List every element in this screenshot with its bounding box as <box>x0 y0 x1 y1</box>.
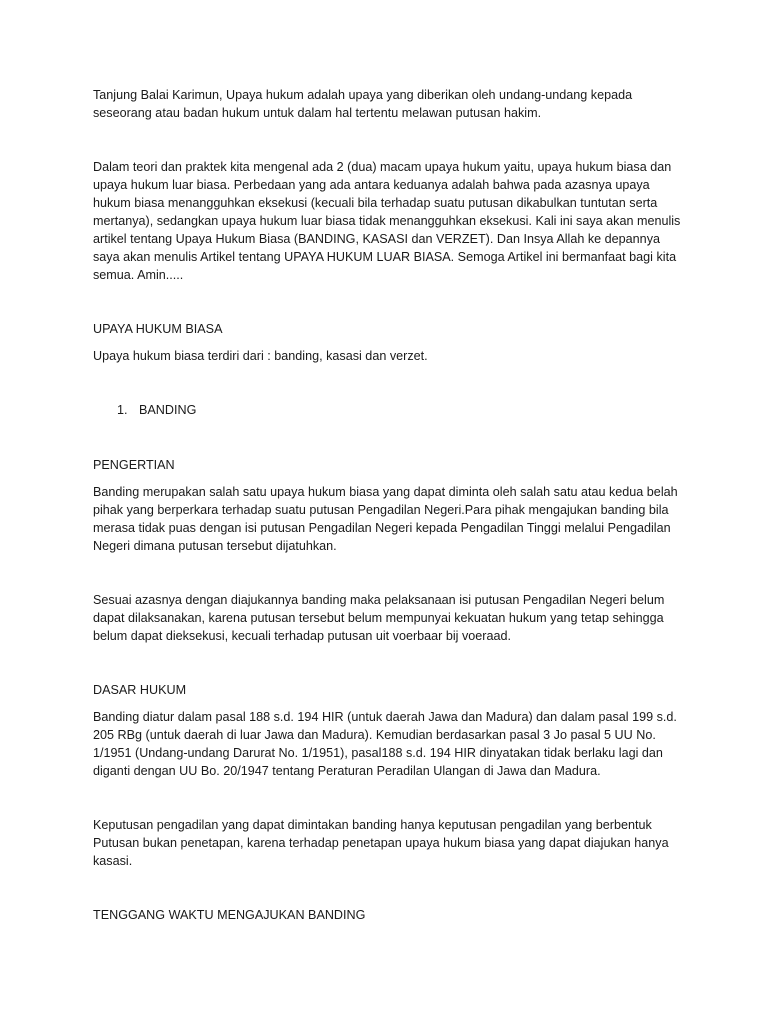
heading-pengertian: PENGERTIAN <box>93 458 175 472</box>
paragraph-dasar-hukum: Banding diatur dalam pasal 188 s.d. 194 HIR (untuk daerah Jawa dan Madura) dan dalam pasal 199 s.d. 205 RBg (untuk daerah di luar Jawa dan Madura). Kemudian berdasarkan pasal 3 Jo pasal 5 UU No. 1/1951 (Undang-undang Darurat No. 1/1951), pasal188 s.d. 194 HIR dinyatakan tidak berlaku lagi dan diganti dengan UU Bo. 20/1947 tentang Peraturan Peradilan Ulangan di Jawa dan Madura. <box>93 710 677 778</box>
list-label: BANDING <box>139 403 197 417</box>
paragraph-teori: Dalam teori dan praktek kita mengenal ada 2 (dua) macam upaya hukum yaitu, upaya hukum biasa dan upaya hukum luar biasa. Perbedaan yang ada antara keduanya adalah bahwa pada azasnya upaya hukum biasa menangguhkan eksekusi (kecuali bila terhadap suatu putusan dikabulkan tuntutan serta mertanya), sedangkan upaya hukum luar biasa tidak menangguhkan eksekusi. Kali ini saya akan menulis artikel tentang Upaya Hukum Biasa (BANDING, KASASI dan VERZET). Dan Insya Allah ke depannya saya akan menulis Artikel tentang UPAYA HUKUM LUAR BIASA. Semoga Artikel ini bermanfaat bagi kita semua. Amin..... <box>93 160 681 282</box>
list-number: 1. <box>117 403 128 417</box>
paragraph-upaya-biasa-terdiri: Upaya hukum biasa terdiri dari : banding, kasasi dan verzet. <box>93 349 428 363</box>
paragraph-intro: Tanjung Balai Karimun, Upaya hukum adalah upaya yang diberikan oleh undang-undang kepada seseorang atau badan hukum untuk dalam hal tertentu melawan putusan hakim. <box>93 88 633 120</box>
heading-dasar-hukum: DASAR HUKUM <box>93 683 187 697</box>
list-item-banding <box>117 401 196 419</box>
paragraph-banding-pengertian: Banding merupakan salah satu upaya hukum biasa yang dapat diminta oleh salah satu atau kedua belah pihak yang berperkara terhadap suatu putusan Pengadilan Negeri.Para pihak mengajukan banding bila merasa tidak puas dengan isi putusan Pengadilan Negeri kepada Pengadilan Tinggi melalui Pengadilan Negeri dimana putusan tersebut dijatuhkan. <box>93 485 678 553</box>
paragraph-keputusan: Keputusan pengadilan yang dapat dimintakan banding hanya keputusan pengadilan yang berbentuk Putusan bukan penetapan, karena terhadap penetapan upaya hukum biasa yang dapat diajukan hanya kasasi. <box>93 818 669 868</box>
heading-upaya-hukum-biasa: UPAYA HUKUM BIASA <box>93 322 223 336</box>
heading-tenggang-waktu: TENGGANG WAKTU MENGAJUKAN BANDING <box>93 908 366 922</box>
paragraph-sesuai-azas: Sesuai azasnya dengan diajukannya banding maka pelaksanaan isi putusan Pengadilan Negeri belum dapat dilaksanakan, karena putusan tersebut belum mempunyai kekuatan hukum yang tetap sehingga belum dapat dieksekusi, kecuali terhadap putusan uit voerbaar bij voeraad. <box>93 593 665 643</box>
